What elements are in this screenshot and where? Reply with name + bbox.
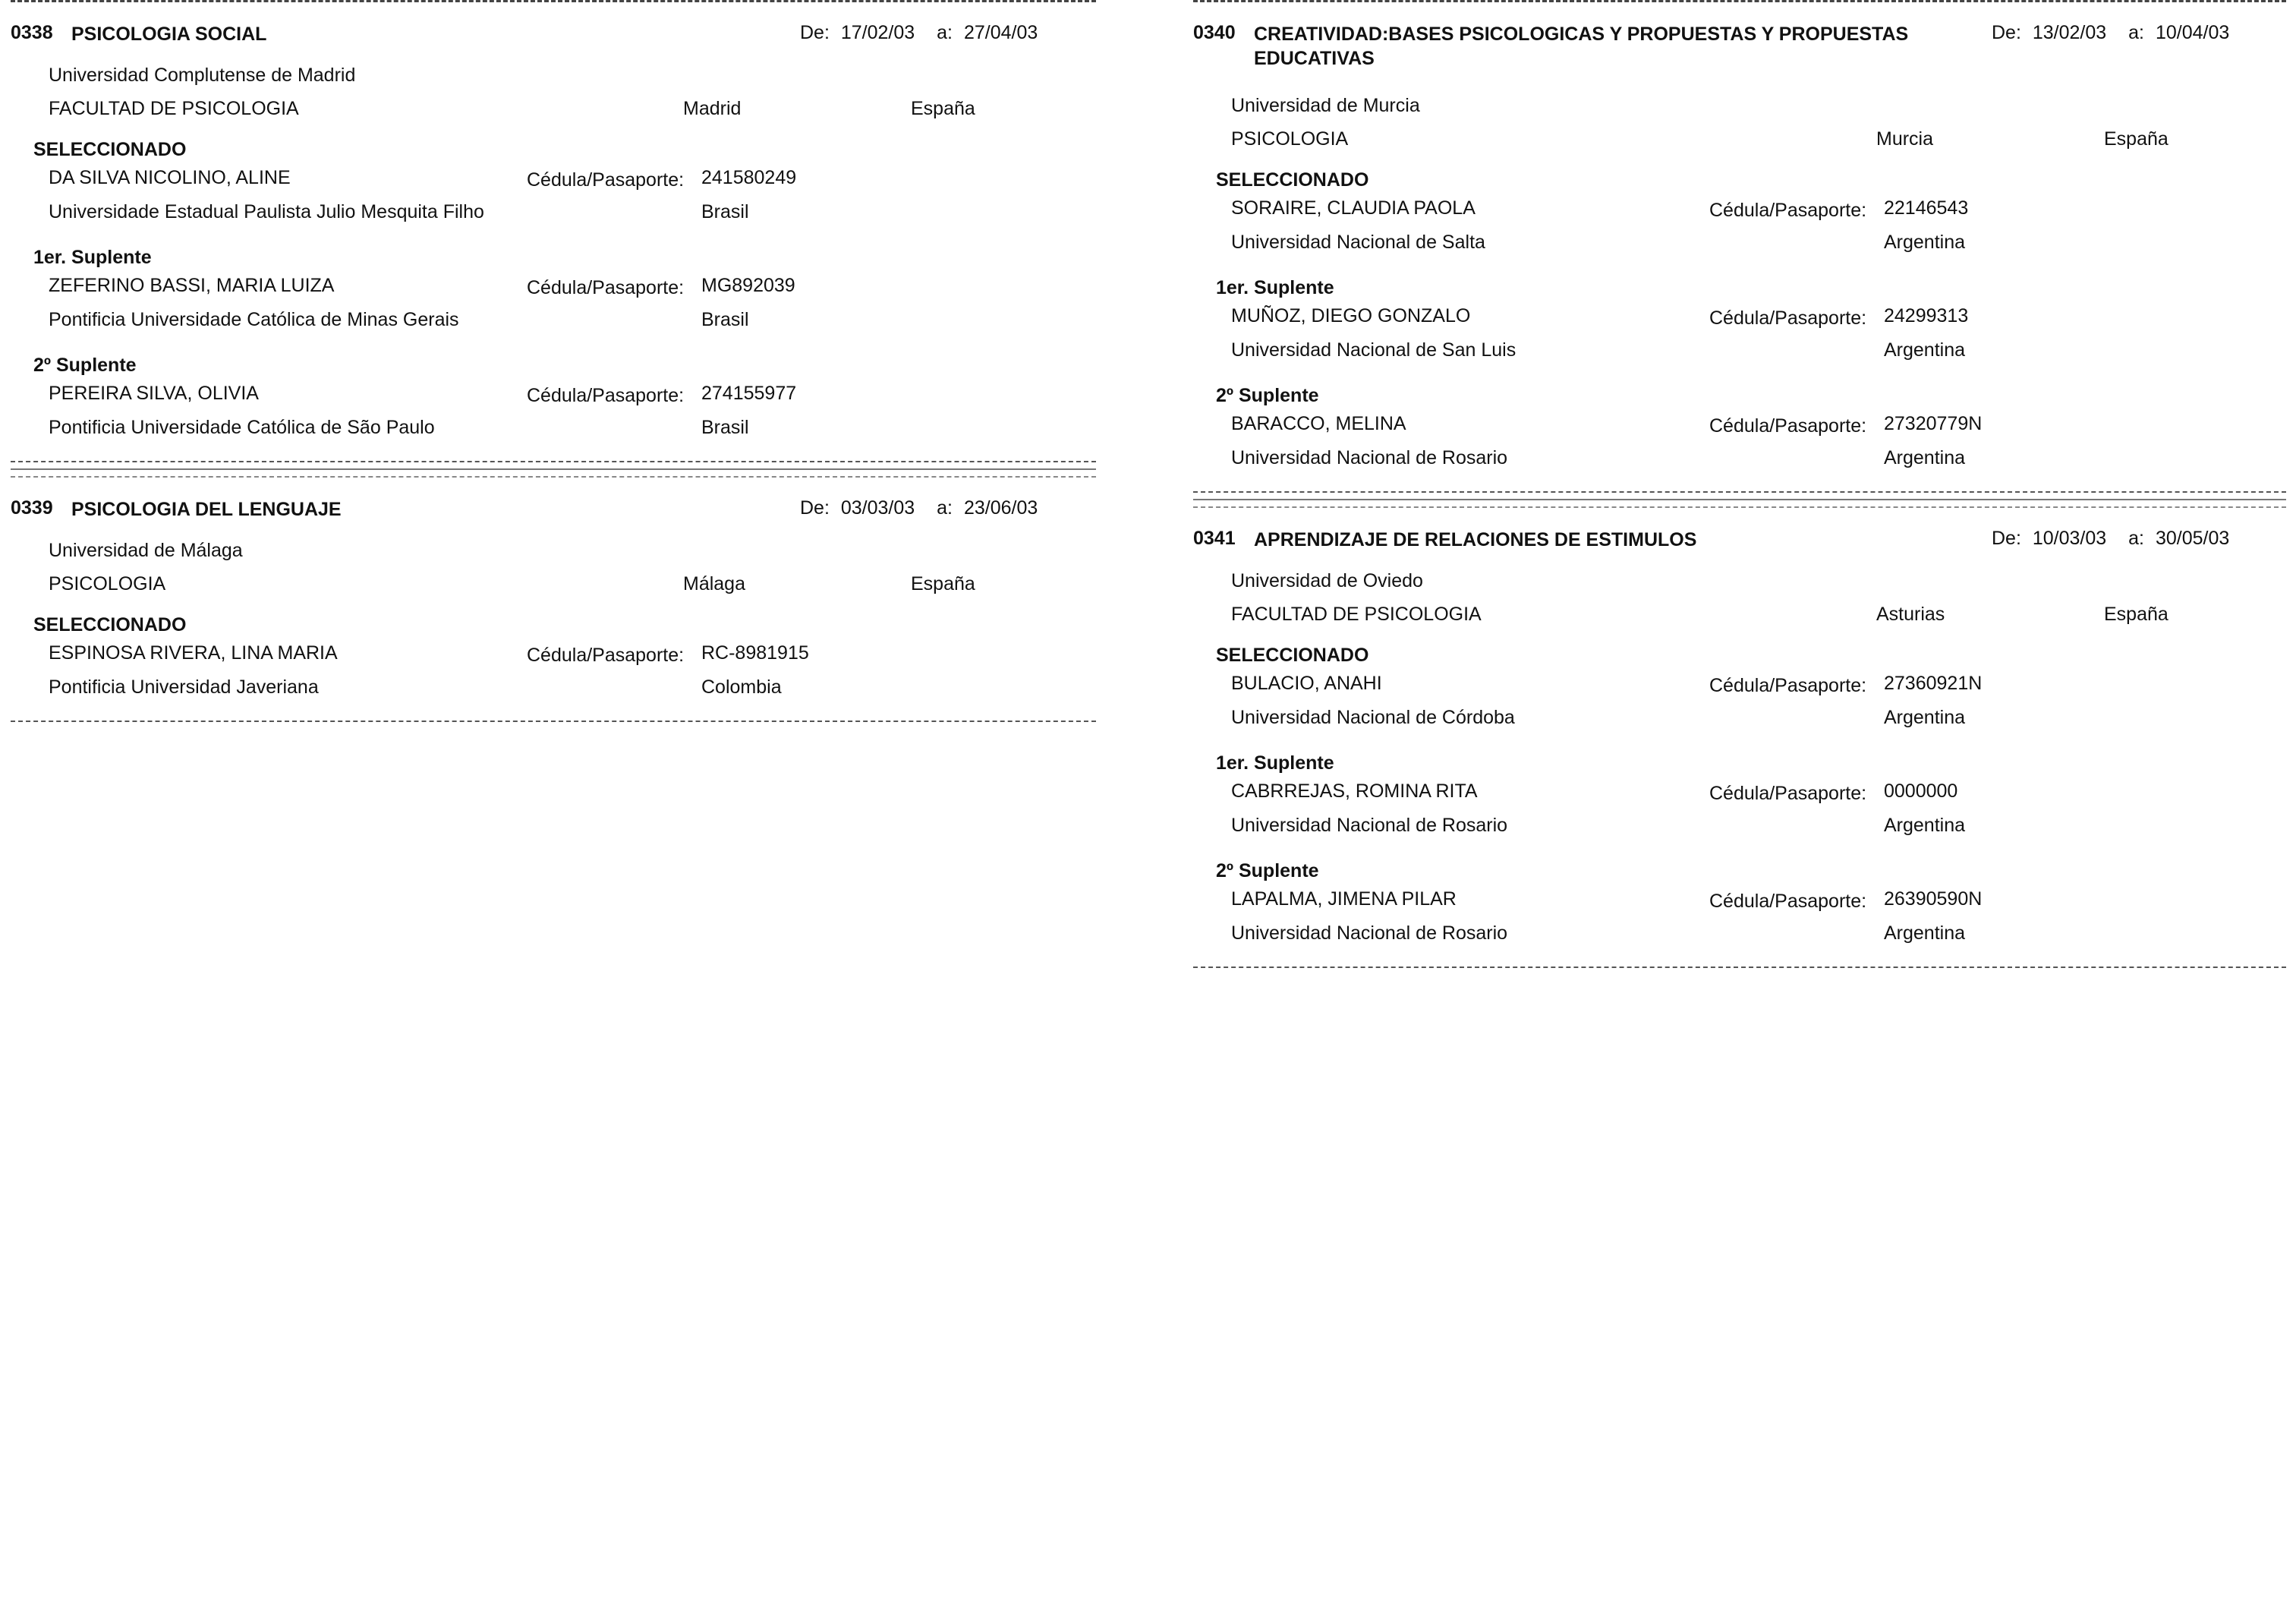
- date-to-label: a:: [2128, 528, 2144, 549]
- candidate-name: ZEFERINO BASSI, MARIA LUIZA: [49, 275, 335, 296]
- candidate-role: 1er. Suplente: [1216, 277, 1334, 298]
- host-university: Universidad de Málaga: [49, 540, 243, 561]
- host-faculty: PSICOLOGIA: [49, 573, 166, 594]
- section-divider: [1193, 967, 2286, 968]
- candidate-role: 1er. Suplente: [1216, 752, 1334, 774]
- candidate-role: 2º Suplente: [1216, 860, 1319, 881]
- host-university: Universidad Complutense de Madrid: [49, 65, 356, 86]
- id-label: Cédula/Pasaporte:: [1709, 891, 1867, 912]
- host-city: Murcia: [1876, 128, 1934, 150]
- id-label: Cédula/Pasaporte:: [527, 169, 685, 191]
- id-number: 241580249: [701, 167, 797, 188]
- course-dates: [800, 22, 1044, 44]
- candidate-name: LAPALMA, JIMENA PILAR: [1231, 888, 1457, 910]
- candidate-name: BULACIO, ANAHI: [1231, 673, 1382, 694]
- date-to: 30/05/03: [2155, 528, 2230, 549]
- date-from-label: De:: [1992, 22, 2021, 43]
- candidate-group: [1193, 737, 2286, 845]
- host-institution: [1193, 86, 2286, 154]
- course-block: [1193, 2, 2286, 478]
- section-divider: [11, 461, 1096, 462]
- section-divider: [11, 721, 1096, 722]
- course-code: 0338: [11, 22, 53, 43]
- host-country: España: [911, 98, 975, 119]
- left-column: [11, 0, 1096, 722]
- id-label: Cédula/Pasaporte:: [527, 645, 685, 666]
- id-number: 22146543: [1884, 197, 1969, 219]
- course-title: CREATIVIDAD:BASES PSICOLOGICAS Y PROPUESTAS Y PROPUESTAS EDUCATIVAS: [1254, 24, 1909, 69]
- id-number: 27360921N: [1884, 673, 1983, 694]
- id-number: 27320779N: [1884, 413, 1983, 434]
- course-title: PSICOLOGIA DEL LENGUAJE: [71, 499, 342, 520]
- id-number: 24299313: [1884, 305, 1969, 326]
- candidate-country: Brasil: [701, 309, 749, 330]
- id-label: Cédula/Pasaporte:: [1709, 783, 1867, 804]
- host-faculty: FACULTAD DE PSICOLOGIA: [1231, 604, 1482, 625]
- candidate-country: Argentina: [1884, 447, 1966, 468]
- section-divider: [1193, 499, 2286, 500]
- course-code: 0339: [11, 497, 53, 519]
- id-label: Cédula/Pasaporte:: [1709, 675, 1867, 696]
- course-block: [11, 478, 1096, 707]
- candidate-group: [1193, 370, 2286, 478]
- host-country: España: [2104, 604, 2168, 625]
- id-label: Cédula/Pasaporte:: [1709, 307, 1867, 329]
- date-from: 13/02/03: [2032, 22, 2107, 43]
- candidate-name: BARACCO, MELINA: [1231, 413, 1406, 434]
- candidate-university: Universidad Nacional de Salta: [1231, 232, 1485, 253]
- candidate-name: DA SILVA NICOLINO, ALINE: [49, 167, 291, 188]
- candidate-role: SELECCIONADO: [1216, 169, 1369, 191]
- date-to: 23/06/03: [963, 497, 1038, 519]
- date-from-label: De:: [800, 497, 830, 519]
- candidate-university: Pontificia Universidade Católica de Minas Gerais: [49, 309, 459, 330]
- candidate-university: Universidad Nacional de Rosario: [1231, 922, 1508, 944]
- candidate-group: [11, 339, 1096, 447]
- id-label: Cédula/Pasaporte:: [1709, 200, 1867, 221]
- id-number: 274155977: [701, 383, 797, 404]
- candidate-university: Universidad Nacional de Rosario: [1231, 447, 1508, 468]
- id-label: Cédula/Pasaporte:: [1709, 415, 1867, 437]
- candidate-country: Argentina: [1884, 922, 1966, 944]
- course-header: [11, 2, 1096, 55]
- course-block: [1193, 508, 2286, 953]
- id-number: RC-8981915: [701, 642, 809, 664]
- candidate-university: Pontificia Universidad Javeriana: [49, 676, 319, 698]
- candidate-role: SELECCIONADO: [1216, 645, 1369, 666]
- section-divider: [11, 468, 1096, 470]
- id-number: MG892039: [701, 275, 795, 296]
- candidate-country: Argentina: [1884, 339, 1966, 361]
- candidate-name: CABRREJAS, ROMINA RITA: [1231, 780, 1478, 802]
- date-to: 10/04/03: [2155, 22, 2230, 43]
- date-to-label: a:: [937, 22, 953, 43]
- course-title: PSICOLOGIA SOCIAL: [71, 24, 267, 45]
- course-header: [1193, 508, 2286, 561]
- candidate-group: [1193, 154, 2286, 262]
- host-city: Madrid: [683, 98, 742, 119]
- candidate-group: [11, 124, 1096, 232]
- section-divider: [1193, 491, 2286, 493]
- host-university: Universidad de Oviedo: [1231, 570, 1423, 591]
- date-from-label: De:: [800, 22, 830, 43]
- date-from: 10/03/03: [2032, 528, 2107, 549]
- course-code: 0340: [1193, 22, 1236, 43]
- candidate-university: Universidade Estadual Paulista Julio Mesquita Filho: [49, 201, 484, 222]
- course-dates: [1992, 22, 2235, 44]
- host-country: España: [2104, 128, 2168, 150]
- candidate-role: 2º Suplente: [1216, 385, 1319, 406]
- date-to: 27/04/03: [963, 22, 1038, 43]
- course-block: [11, 2, 1096, 447]
- right-column: [1193, 0, 2286, 968]
- candidate-country: Argentina: [1884, 232, 1966, 253]
- date-to-label: a:: [2128, 22, 2144, 43]
- course-code: 0341: [1193, 528, 1236, 549]
- candidate-university: Pontificia Universidade Católica de São Paulo: [49, 417, 435, 438]
- candidate-role: SELECCIONADO: [33, 614, 187, 635]
- id-number: 0000000: [1884, 780, 1958, 802]
- course-header: [1193, 2, 2286, 86]
- date-from-label: De:: [1992, 528, 2021, 549]
- host-institution: [1193, 561, 2286, 629]
- course-dates: [1992, 528, 2235, 550]
- candidate-group: [1193, 845, 2286, 953]
- candidate-role: SELECCIONADO: [33, 139, 187, 160]
- course-header: [11, 478, 1096, 531]
- candidate-country: Brasil: [701, 417, 749, 438]
- id-label: Cédula/Pasaporte:: [527, 385, 685, 406]
- course-title: APRENDIZAJE DE RELACIONES DE ESTIMULOS: [1254, 529, 1697, 550]
- host-city: Málaga: [683, 573, 745, 594]
- date-from: 03/03/03: [840, 497, 915, 519]
- candidate-role: 2º Suplente: [33, 355, 137, 376]
- candidate-name: PEREIRA SILVA, OLIVIA: [49, 383, 259, 404]
- host-institution: [11, 531, 1096, 599]
- date-to-label: a:: [937, 497, 953, 519]
- candidate-university: Universidad Nacional de San Luis: [1231, 339, 1516, 361]
- candidate-group: [11, 599, 1096, 707]
- course-dates: [800, 497, 1044, 519]
- candidate-group: [1193, 262, 2286, 370]
- candidate-group: [11, 232, 1096, 339]
- candidate-university: Universidad Nacional de Córdoba: [1231, 707, 1515, 728]
- host-city: Asturias: [1876, 604, 1945, 625]
- candidate-country: Brasil: [701, 201, 749, 222]
- candidate-country: Colombia: [701, 676, 782, 698]
- candidate-university: Universidad Nacional de Rosario: [1231, 815, 1508, 836]
- id-number: 26390590N: [1884, 888, 1983, 910]
- candidate-country: Argentina: [1884, 815, 1966, 836]
- host-country: España: [911, 573, 975, 594]
- host-faculty: PSICOLOGIA: [1231, 128, 1349, 150]
- host-university: Universidad de Murcia: [1231, 95, 1420, 116]
- host-faculty: FACULTAD DE PSICOLOGIA: [49, 98, 299, 119]
- candidate-name: ESPINOSA RIVERA, LINA MARIA: [49, 642, 338, 664]
- date-from: 17/02/03: [840, 22, 915, 43]
- id-label: Cédula/Pasaporte:: [527, 277, 685, 298]
- candidate-name: SORAIRE, CLAUDIA PAOLA: [1231, 197, 1476, 219]
- candidate-group: [1193, 629, 2286, 737]
- candidate-role: 1er. Suplente: [33, 247, 152, 268]
- host-institution: [11, 55, 1096, 124]
- candidate-name: MUÑOZ, DIEGO GONZALO: [1231, 305, 1471, 326]
- candidate-country: Argentina: [1884, 707, 1966, 728]
